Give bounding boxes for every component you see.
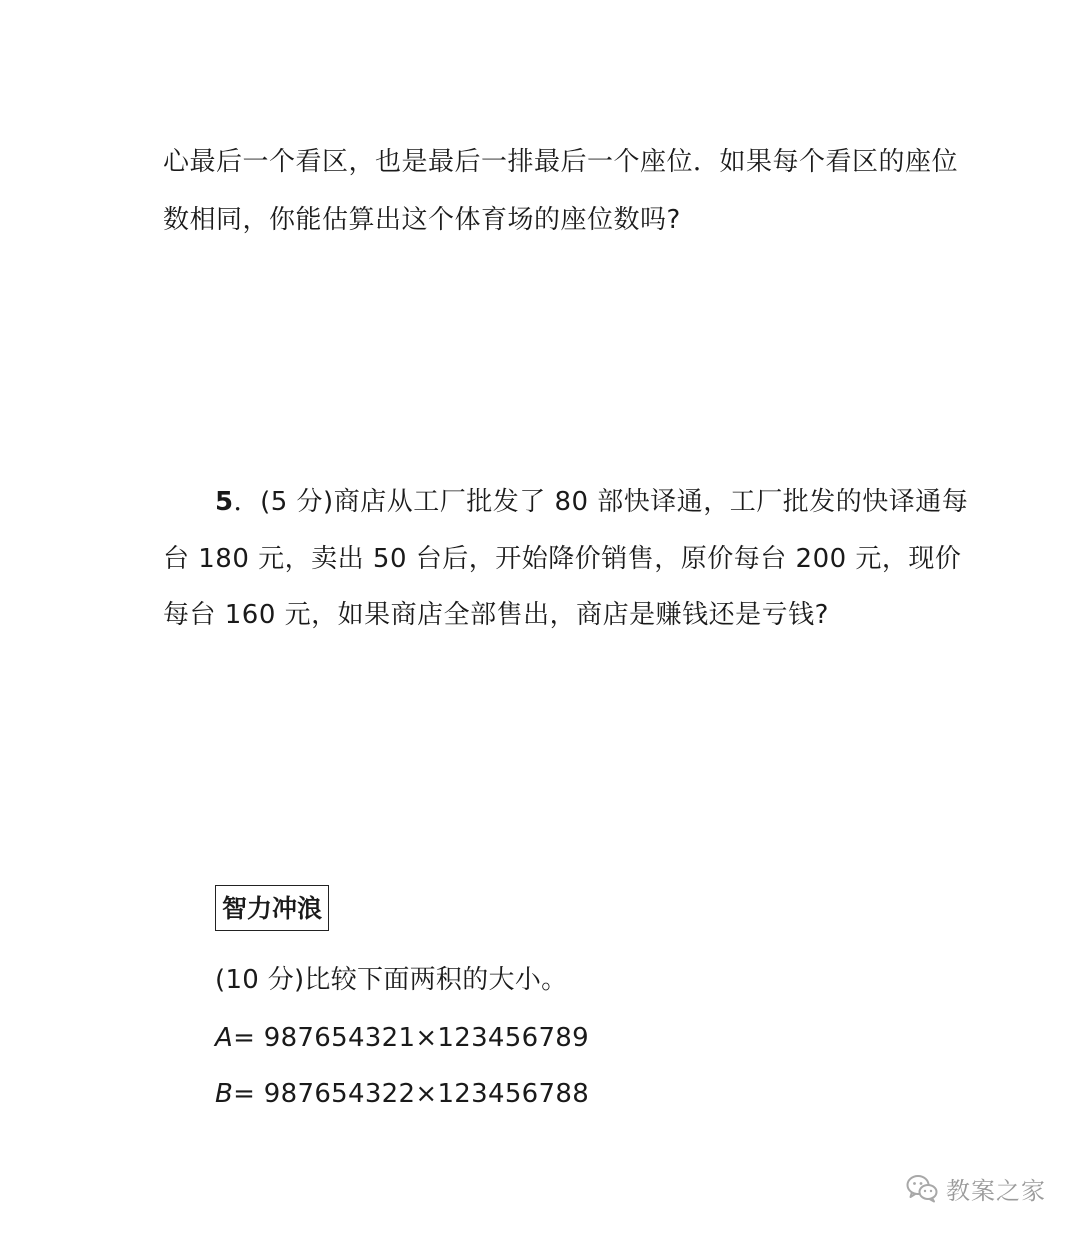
- watermark-text: 教案之家: [946, 1176, 1046, 1205]
- problem5-line3: 每台 160 元，如果商店全部售出，商店是赚钱还是亏钱?: [163, 600, 829, 630]
- problem4-line1: 心最后一个看区，也是最后一排最后一个座位．如果每个看区的座位: [163, 147, 959, 177]
- challenge-prompt: (10 分)比较下面两积的大小。: [215, 965, 568, 995]
- problem5-line1-text: ．(5 分)商店从工厂批发了 80 部快译通，工厂批发的快译通每: [233, 487, 969, 517]
- section-title-challenge: 智力冲浪: [215, 885, 329, 931]
- equation-b-expression: = 987654322×123456788: [233, 1079, 590, 1109]
- problem4-line2: 数相同，你能估算出这个体育场的座位数吗?: [163, 205, 681, 235]
- variable-a: A: [215, 1023, 234, 1053]
- problem5-line2: 台 180 元，卖出 50 台后，开始降价销售，原价每台 200 元，现价: [163, 544, 962, 574]
- equation-a: [215, 1020, 589, 1056]
- wechat-icon: [906, 1173, 938, 1203]
- problem5-number: 5: [215, 487, 234, 517]
- watermark: [906, 1168, 1046, 1208]
- variable-b: B: [215, 1079, 234, 1109]
- equation-b: [215, 1076, 589, 1112]
- problem5-line1: [215, 484, 968, 520]
- equation-a-expression: = 987654321×123456789: [233, 1023, 589, 1053]
